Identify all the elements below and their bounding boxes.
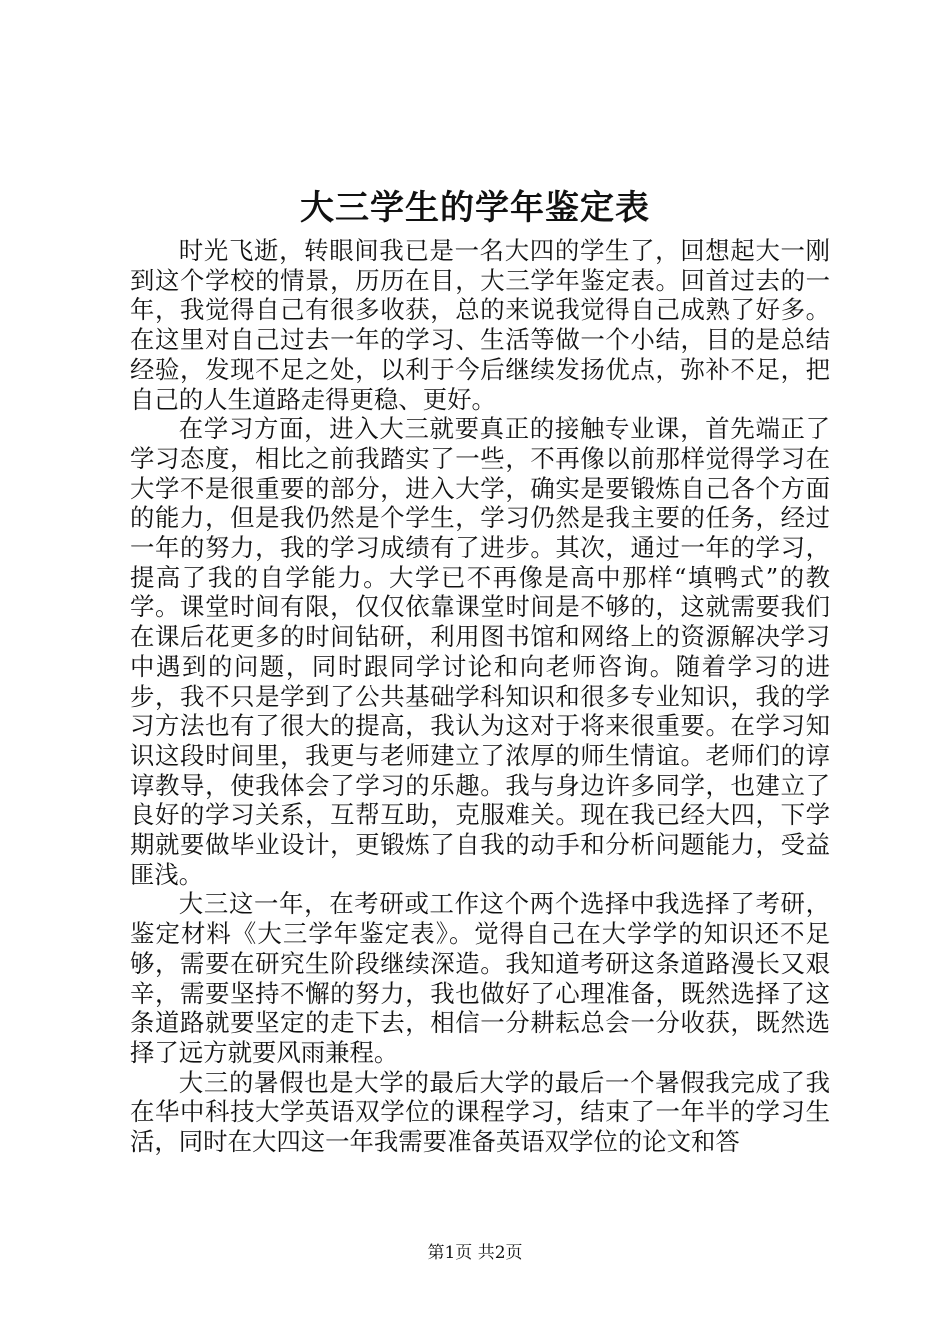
paragraph-2: 在学习方面，进入大三就要真正的接触专业课，首先端正了学习态度，相比之前我踏实了一些，不再像以前那样觉得学习在大学不是很重要的部分，进入大学，确实是要锻炼自己各个方面的能力，但是我仍然是个学生，学习仍然是我主要的任务，经过一年的努力，我的学习成绩有了进步。其次，通过一年的学习，提高了我的自学能力。大学已不再像是高中那样“填鸭式”的教学。课堂时间有限，仅仅依靠课堂时间是不够的，这就需要我们在课后花更多的时间钻研，利用图书馆和网络上的资源解决学习中遇到的问题，同时跟同学讨论和向老师咨询。随着学习的进步，我不只是学到了公共基础学科知识和很多专业知识，我的学习方法也有了很大的提高，我认为这对于将来很重要。在学习知识这段时间里，我更与老师建立了浓厚的师生情谊。老师们的谆谆教导，使我体会了学习的乐趣。我与身边许多同学，也建立了良好的学习关系，互帮互助，克服难关。现在我已经大四，下学期就要做毕业设计，更锻炼了自我的动手和分析问题能力，受益匪浅。 [130, 414, 830, 889]
document-title: 大三学生的学年鉴定表 [300, 188, 650, 228]
document-body [130, 236, 830, 1157]
paragraph-1: 时光飞逝，转眼间我已是一名大四的学生了，回想起大一刚到这个学校的情景，历历在目，大三学年鉴定表。回首过去的一年，我觉得自己有很多收获，总的来说我觉得自己成熟了好多。在这里对自己过去一年的学习、生活等做一个小结，目的是总结经验，发现不足之处，以利于今后继续发扬优点，弥补不足，把自己的人生道路走得更稳、更好。 [130, 236, 830, 414]
paragraph-4: 大三的暑假也是大学的最后大学的最后一个暑假我完成了我在华中科技大学英语双学位的课程学习，结束了一年半的学习生活，同时在大四这一年我需要准备英语双学位的论文和答 [130, 1067, 830, 1157]
paragraph-3: 大三这一年，在考研或工作这个两个选择中我选择了考研，鉴定材料《大三学年鉴定表》。觉得自己在大学学的知识还不足够，需要在研究生阶段继续深造。我知道考研这条道路漫长又艰辛，需要坚持不懈的努力，我也做好了心理准备，既然选择了这条道路就要坚定的走下去，相信一分耕耘总会一分收获，既然选择了远方就要风雨兼程。 [130, 889, 830, 1067]
page-number-footer: 第1页 共2页 [427, 1243, 523, 1263]
